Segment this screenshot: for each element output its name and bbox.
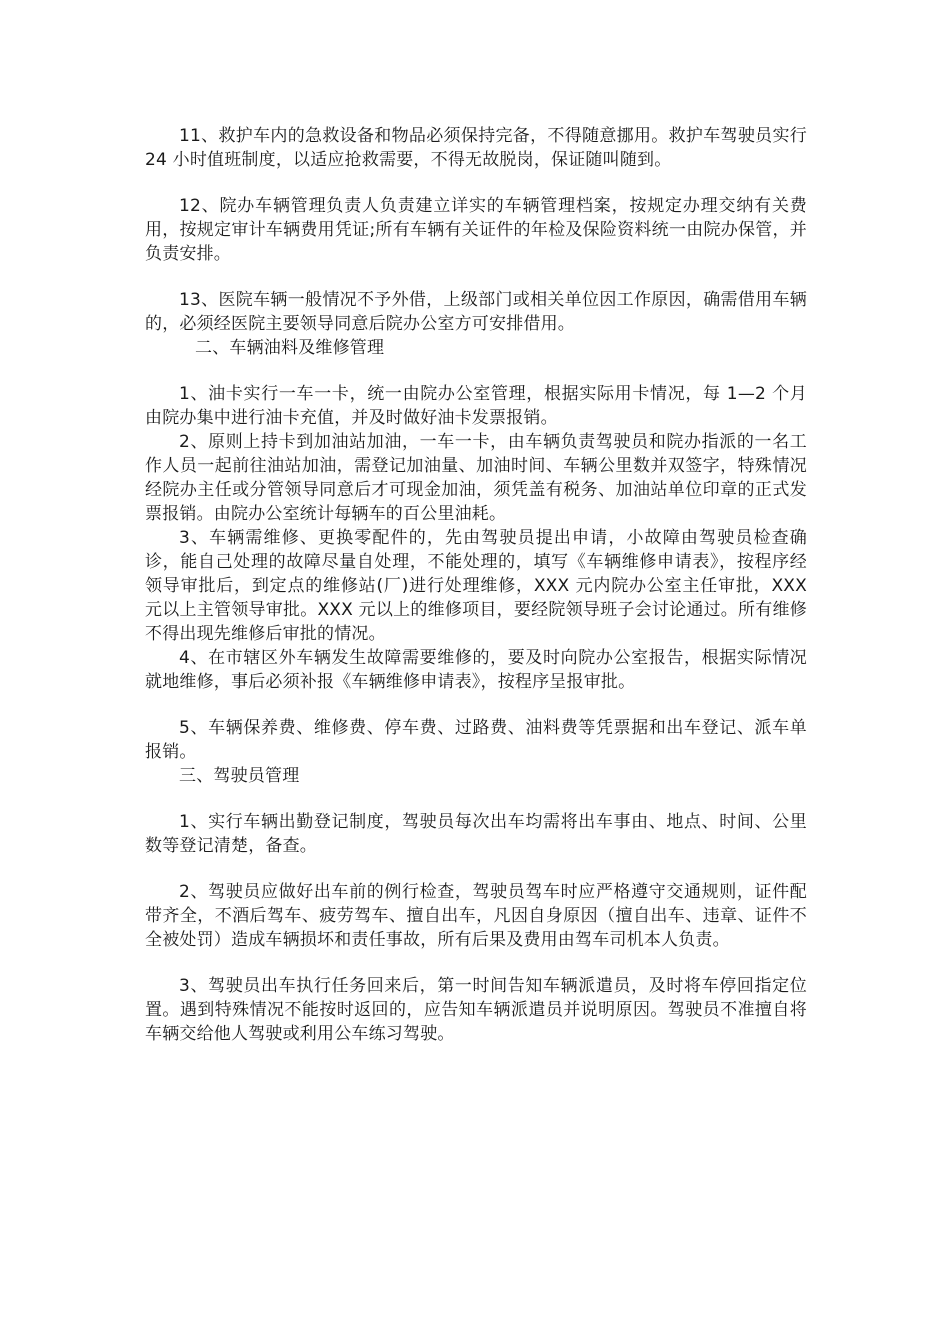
- paragraph-driver-1: 1、实行车辆出勤登记制度，驾驶员每次出车均需将出车事由、地点、时间、公里数等登记清楚，备查。: [145, 812, 807, 856]
- paragraph-fuel-2: 2、原则上持卡到加油站加油，一车一卡，由车辆负责驾驶员和院办指派的一名工作人员一起前往油站加油，需登记加油量、加油时间、车辆公里数并双签字，特殊情况经院办主任或分管领导同意后才可现金加油，须凭盖有税务、加油站单位印章的正式发票报销。由院办公室统计每辆车的百公里油耗。: [145, 432, 807, 524]
- paragraph-13: 13、医院车辆一般情况不予外借，上级部门或相关单位因工作原因，确需借用车辆的，必须经医院主要领导同意后院办公室方可安排借用。: [145, 290, 807, 334]
- paragraph-fuel-5: 5、车辆保养费、维修费、停车费、过路费、油料费等凭票据和出车登记、派车单报销。: [145, 718, 807, 762]
- document-page: [145, 124, 807, 1046]
- paragraph-driver-3: 3、驾驶员出车执行任务回来后，第一时间告知车辆派遣员，及时将车停回指定位置。遇到特殊情况不能按时返回的，应告知车辆派遣员并说明原因。驾驶员不准擅自将车辆交给他人驾驶或利用公车练习驾驶。: [145, 976, 807, 1044]
- section-heading-driver-management: 三、驾驶员管理: [179, 766, 300, 786]
- paragraph-11: 11、救护车内的急救设备和物品必须保持完备，不得随意挪用。救护车驾驶员实行 24 小时值班制度，以适应抢救需要，不得无故脱岗，保证随叫随到。: [145, 126, 807, 170]
- paragraph-driver-2: 2、驾驶员应做好出车前的例行检查，驾驶员驾车时应严格遵守交通规则，证件配带齐全，不酒后驾车、疲劳驾车、擅自出车，凡因自身原因（擅自出车、违章、证件不全被处罚）造成车辆损坏和责任事故，所有后果及费用由驾车司机本人负责。: [145, 882, 807, 950]
- paragraph-12: 12、院办车辆管理负责人负责建立详实的车辆管理档案，按规定办理交纳有关费用，按规定审计车辆费用凭证;所有车辆有关证件的年检及保险资料统一由院办保管，并负责安排。: [145, 196, 807, 264]
- paragraph-fuel-4: 4、在市辖区外车辆发生故障需要维修的，要及时向院办公室报告，根据实际情况就地维修，事后必须补报《车辆维修申请表》，按程序呈报审批。: [145, 648, 807, 692]
- paragraph-fuel-1: 1、油卡实行一车一卡，统一由院办公室管理，根据实际用卡情况，每 1—2 个月由院办集中进行油卡充值，并及时做好油卡发票报销。: [145, 384, 807, 428]
- section-heading-fuel-maintenance: 二、车辆油料及维修管理: [195, 338, 385, 358]
- paragraph-fuel-3: 3、车辆需维修、更换零配件的，先由驾驶员提出申请，小故障由驾驶员检查确诊，能自己处理的故障尽量自处理，不能处理的，填写《车辆维修申请表》，按程序经领导审批后，到定点的维修站(厂)进行处理维修，XXX 元内院办公室主任审批，XXX 元以上主管领导审批。XXX 元以上的维修项目，要经院领导班子会讨论通过。所有维修不得出现先维修后审批的情况。: [145, 528, 807, 644]
